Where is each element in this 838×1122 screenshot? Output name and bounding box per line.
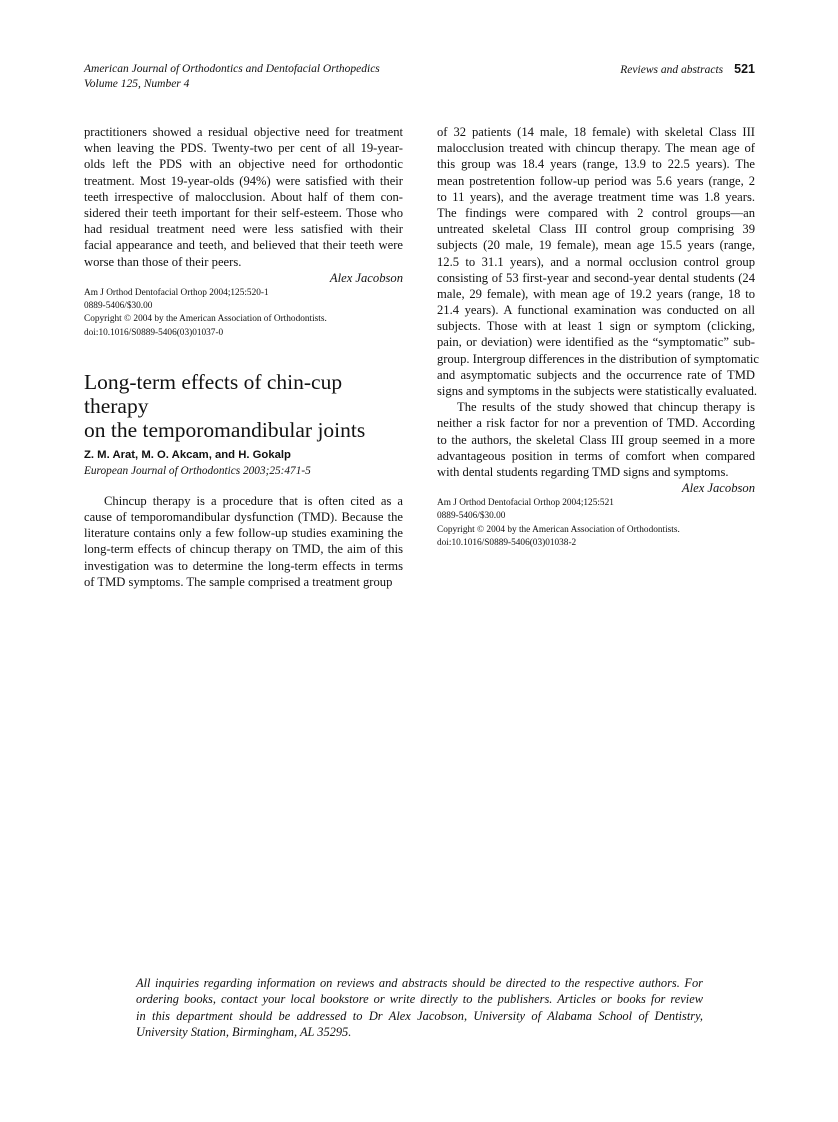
header-volume: Volume 125, Number 4: [84, 78, 190, 90]
footer-line: ordering books, contact your local bookstore or write directly to the publishers. Articles or books for review: [136, 992, 703, 1007]
citation-line: doi:10.1016/S0889-5406(03)01037-0: [84, 327, 224, 338]
right-column: [437, 124, 760, 550]
text-line: consisting of 53 first-year and second-year dental students (24: [437, 270, 755, 285]
text-line: facial appearance and teeth, and believed that their teeth were: [84, 238, 403, 253]
text-line: long-term effects of chincup therapy on TMD, the aim of this: [84, 542, 403, 557]
text-line: investigation was to determine the long-term effects in terms: [84, 558, 403, 573]
text-line: subjects (20 male, 19 female), mean age 15.5 years (range,: [437, 238, 755, 253]
text-line: treatment. Most 19-year-olds (94%) were satisfied with their: [84, 173, 403, 188]
text-line: practitioners showed a residual objective need for treatment: [84, 125, 403, 139]
text-line: olds left the PDS with an objective need for orthodontic: [84, 157, 403, 172]
text-line: group. Intergroup differences in the distribution of symptomatic: [437, 351, 760, 366]
text-line: when leaving the PDS. Twenty-two per cent of all 19-year-: [84, 141, 403, 156]
previous-review-text: [84, 124, 403, 270]
footer-line: All inquiries regarding information on reviews and abstracts should be directed to the respective authors. For: [136, 976, 703, 990]
text-line: male, 29 female), with mean age of 19.2 years (range, 18 to: [437, 286, 755, 301]
text-line: had residual treatment need were less satisfied with their: [84, 222, 403, 237]
text-line: advantageous position in terms of comfort when compared: [437, 448, 755, 463]
header-right: [620, 62, 755, 77]
citation-line: Copyright © 2004 by the American Association of Orthodontists.: [437, 524, 680, 535]
article-source: European Journal of Orthodontics 2003;25:471-5: [84, 464, 311, 477]
text-line: subjects. Those with at least 1 sign or symptom (clicking,: [437, 319, 755, 334]
citation-line: Copyright © 2004 by the American Association of Orthodontists.: [84, 314, 327, 325]
article-title-line: on the temporomandibular joints: [84, 417, 366, 442]
text-line: malocclusion treated with chincup therapy. The mean age of: [437, 141, 755, 156]
text-line: pain, or deviation) were identified as the “symptomatic” sub-: [437, 335, 755, 350]
text-line: worse than those of their peers.: [84, 254, 242, 269]
citation-line: Am J Orthod Dentofacial Orthop 2004;125:521: [437, 498, 614, 509]
footer-line: University Station, Birmingham, AL 35295.: [136, 1024, 352, 1039]
text-line: to the authors, the skeletal Class III group seemed in a more: [437, 432, 755, 447]
article-body-right: [437, 124, 760, 480]
header-section: Reviews and abstracts: [620, 64, 724, 76]
text-line: this group was 18.4 years (range, 13.9 to 22.5 years). The: [437, 157, 755, 172]
citation-line: Am J Orthod Dentofacial Orthop 2004;125:520-1: [84, 287, 269, 298]
citation-line: 0889-5406/$30.00: [84, 300, 153, 311]
left-column: [84, 124, 403, 590]
text-line: untreated skeletal Class III control group comprising 39: [437, 222, 755, 237]
text-line: teeth irrespective of malocclusion. About half of them con-: [84, 189, 403, 204]
text-line: The results of the study showed that chincup therapy is: [457, 400, 755, 415]
previous-review-citation: [84, 287, 403, 340]
text-line: to 11 years), and the average treatment time was 1.8 years.: [437, 189, 755, 204]
citation-line: doi:10.1016/S0889-5406(03)01038-2: [437, 538, 577, 549]
text-line: signs and symptoms in the subjects were statistically evaluated.: [437, 384, 758, 398]
footer-note: [136, 975, 703, 1040]
text-line: sidered their teeth important for their self-esteem. Those who: [84, 205, 403, 220]
text-line: neither a risk factor for nor a prevention of TMD. According: [437, 416, 755, 431]
previous-review-signature: Alex Jacobson: [329, 270, 403, 285]
text-line: cause of temporomandibular dysfunction (TMD). Because the: [84, 510, 403, 525]
footer-line: in this department should be addressed to Dr Alex Jacobson, University of Alabama School of Dentistry,: [136, 1008, 703, 1023]
article-body-left: [84, 493, 403, 590]
text-line: The findings were compared with 2 control groups—an: [437, 205, 755, 220]
text-line: of 32 patients (14 male, 18 female) with skeletal Class III: [437, 125, 755, 139]
text-line: Chincup therapy is a procedure that is often cited as a: [104, 493, 403, 508]
article-citation: [437, 497, 755, 550]
article-signature: Alex Jacobson: [681, 481, 755, 496]
article-title-line: Long-term effects of chin-cup therapy: [84, 369, 343, 418]
page-number: 521: [734, 62, 755, 76]
text-line: with dental students regarding TMD signs and symptoms.: [437, 464, 729, 479]
text-line: of TMD symptoms. The sample comprised a treatment group: [84, 574, 393, 589]
header-journal: American Journal of Orthodontics and Dentofacial Orthopedics: [84, 63, 380, 75]
text-line: 12.5 to 31.1 years), and a normal occlusion control group: [437, 254, 755, 269]
text-line: and asymptomatic subjects and the occurrence rate of TMD: [437, 367, 755, 382]
article-authors: Z. M. Arat, M. O. Akcam, and H. Gokalp: [84, 448, 291, 461]
article-title: [84, 370, 403, 442]
citation-line: 0889-5406/$30.00: [437, 511, 506, 522]
text-line: literature contains only a few follow-up studies examining the: [84, 526, 403, 541]
text-line: mean postretention follow-up period was 5.6 years (range, 2: [437, 173, 755, 188]
text-line: 21.4 years). A functional examination was conducted on all: [437, 303, 755, 318]
